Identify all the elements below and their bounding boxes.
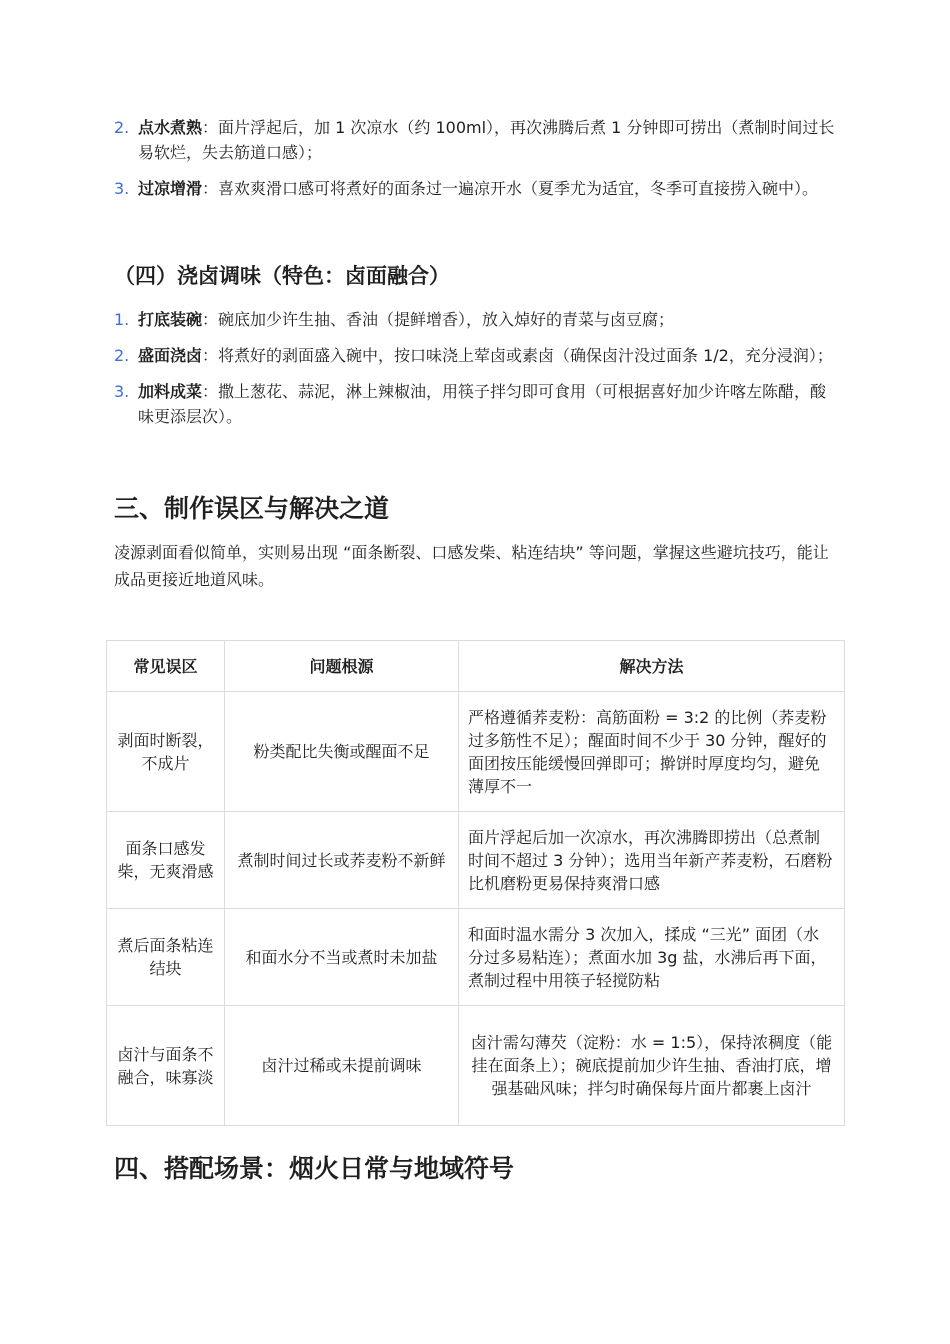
list-item xyxy=(114,307,838,332)
step-text: ：碗底加少许生抽、香油（提鲜增香），放入焯好的青菜与卤豆腐； xyxy=(202,310,675,329)
list-number: 2. xyxy=(114,346,130,365)
mistake-cell: 面条口感发柴，无爽滑感 xyxy=(107,812,225,909)
list-item xyxy=(114,176,838,201)
mistake-cell: 剥面时断裂，不成片 xyxy=(107,692,225,812)
section-intro: 凌源剥面看似简单，实则易出现 “面条断裂、口感发柴、粘连结块” 等问题，掌握这些避坑技巧，能让成品更接近地道风味。 xyxy=(114,543,829,589)
column-header: 常见误区 xyxy=(107,641,225,692)
step-term: 盛面浇卤 xyxy=(138,346,203,365)
list-number: 3. xyxy=(114,179,130,198)
list-number: 3. xyxy=(114,382,130,401)
table-row xyxy=(107,909,845,1006)
step-text: ：撒上葱花、蒜泥，淋上辣椒油，用筷子拌匀即可食用（可根据喜好加少许喀左陈醋，酸味更添层次）。 xyxy=(138,382,827,426)
solution-cell: 和面时温水需分 3 次加入，揉成 “三光” 面团（水分过多易粘连）；煮面水加 3g 盐，水沸后再下面，煮制过程中用筷子轻搅防粘 xyxy=(459,909,845,1006)
step-term: 加料成菜 xyxy=(138,382,203,401)
table-row xyxy=(107,1006,845,1126)
table-header-row xyxy=(107,641,845,692)
cooking-steps-list xyxy=(114,115,838,212)
seasoning-steps-list xyxy=(114,307,838,440)
list-item xyxy=(114,343,838,368)
step-term: 点水煮熟 xyxy=(138,118,203,137)
column-header: 问题根源 xyxy=(225,641,459,692)
table-row xyxy=(107,812,845,909)
step-term: 打底装碗 xyxy=(138,310,203,329)
cause-cell: 卤汁过稀或未提前调味 xyxy=(225,1006,459,1126)
list-number: 2. xyxy=(114,118,130,137)
list-number: 1. xyxy=(114,310,130,329)
step-text: ：喜欢爽滑口感可将煮好的面条过一遍凉开水（夏季尤为适宜，冬季可直接捞入碗中）。 xyxy=(202,179,819,198)
cause-cell: 煮制时间过长或荞麦粉不新鲜 xyxy=(225,812,459,909)
section-heading: 三、制作误区与解决之道 xyxy=(114,494,390,523)
table-row xyxy=(107,692,845,812)
solution-cell: 卤汁需勾薄芡（淀粉：水 = 1:5），保持浓稠度（能挂在面条上）；碗底提前加少许生抽、香油打底，增强基础风味；拌匀时确保每片面片都裹上卤汁 xyxy=(459,1006,845,1126)
step-text: ：将煮好的剥面盛入碗中，按口味浇上荤卤或素卤（确保卤汁没过面条 1/2，充分浸润）； xyxy=(202,346,833,365)
mistake-cell: 卤汁与面条不融合，味寡淡 xyxy=(107,1006,225,1126)
subsection-heading: （四）浇卤调味（特色：卤面融合） xyxy=(114,264,450,288)
column-header: 解决方法 xyxy=(459,641,845,692)
cause-cell: 和面水分不当或煮时未加盐 xyxy=(225,909,459,1006)
solution-cell: 面片浮起后加一次凉水，再次沸腾即捞出（总煮制时间不超过 3 分钟）；选用当年新产荞麦粉，石磨粉比机磨粉更易保持爽滑口感 xyxy=(459,812,845,909)
cause-cell: 粉类配比失衡或醒面不足 xyxy=(225,692,459,812)
pitfalls-table xyxy=(106,640,845,1126)
section-heading: 四、搭配场景：烟火日常与地域符号 xyxy=(114,1154,515,1183)
step-term: 过凉增滑 xyxy=(138,179,203,198)
solution-cell: 严格遵循荞麦粉：高筋面粉 = 3:2 的比例（荞麦粉过多筋性不足）；醒面时间不少于 30 分钟，醒好的面团按压能缓慢回弹即可；擀饼时厚度均匀，避免薄厚不一 xyxy=(459,692,845,812)
step-text: ：面片浮起后，加 1 次凉水（约 100ml），再次沸腾后煮 1 分钟即可捞出（煮制时间过长易软烂，失去筋道口感）； xyxy=(138,118,835,162)
list-item xyxy=(114,115,838,165)
mistake-cell: 煮后面条粘连结块 xyxy=(107,909,225,1006)
list-item xyxy=(114,379,838,429)
